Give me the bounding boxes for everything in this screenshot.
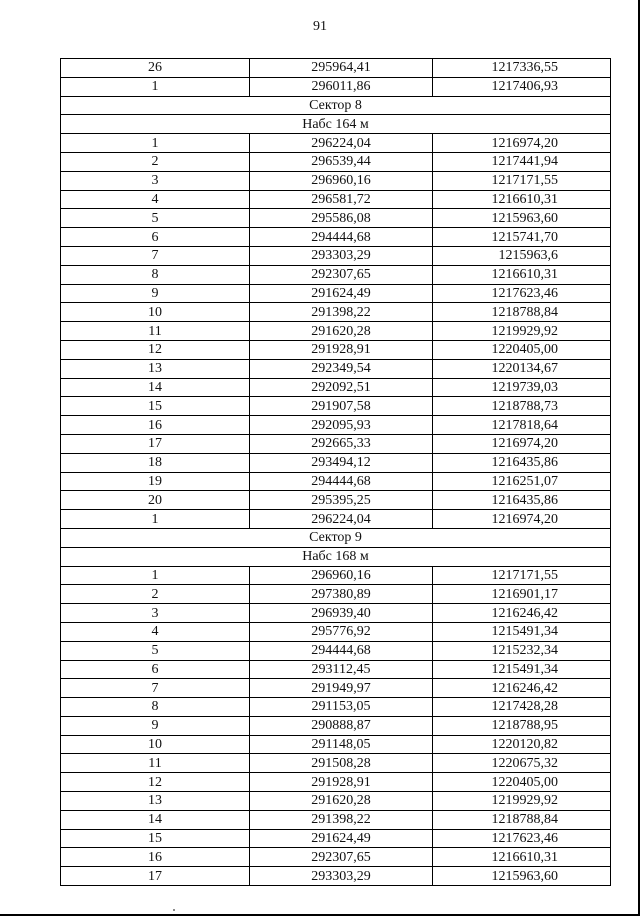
table-row bbox=[61, 566, 611, 585]
x-coordinate-cell: 291928,91 bbox=[250, 773, 433, 792]
y-coordinate-cell: 1217623,46 bbox=[433, 284, 611, 303]
x-coordinate-cell: 292665,33 bbox=[250, 434, 433, 453]
y-coordinate-cell: 1219929,92 bbox=[433, 792, 611, 811]
point-number-cell: 10 bbox=[61, 735, 250, 754]
y-coordinate-cell: 1220120,82 bbox=[433, 735, 611, 754]
y-coordinate-cell: 1216610,31 bbox=[433, 848, 611, 867]
table-row bbox=[61, 735, 611, 754]
table-row bbox=[61, 322, 611, 341]
y-coordinate-cell: 1217623,46 bbox=[433, 829, 611, 848]
table-row bbox=[61, 397, 611, 416]
x-coordinate-cell: 293494,12 bbox=[250, 453, 433, 472]
point-number-cell: 2 bbox=[61, 152, 250, 171]
point-number-cell: 14 bbox=[61, 378, 250, 397]
y-coordinate-cell: 1218788,84 bbox=[433, 810, 611, 829]
table-row bbox=[61, 604, 611, 623]
point-number-cell: 6 bbox=[61, 660, 250, 679]
x-coordinate-cell: 291907,58 bbox=[250, 397, 433, 416]
table-row bbox=[61, 660, 611, 679]
point-number-cell: 9 bbox=[61, 284, 250, 303]
table-row bbox=[61, 59, 611, 78]
table-row bbox=[61, 228, 611, 247]
point-number-cell: 20 bbox=[61, 491, 250, 510]
y-coordinate-cell: 1218788,73 bbox=[433, 397, 611, 416]
y-coordinate-cell: 1217171,55 bbox=[433, 566, 611, 585]
table-row bbox=[61, 134, 611, 153]
section-header: Набс 168 м bbox=[61, 547, 611, 566]
x-coordinate-cell: 296224,04 bbox=[250, 134, 433, 153]
y-coordinate-cell: 1217336,55 bbox=[433, 59, 611, 78]
section-header-row bbox=[61, 547, 611, 566]
x-coordinate-cell: 290888,87 bbox=[250, 716, 433, 735]
x-coordinate-cell: 291624,49 bbox=[250, 829, 433, 848]
x-coordinate-cell: 295776,92 bbox=[250, 622, 433, 641]
table-row bbox=[61, 303, 611, 322]
y-coordinate-cell: 1216901,17 bbox=[433, 585, 611, 604]
table-row bbox=[61, 340, 611, 359]
section-header: Сектор 8 bbox=[61, 96, 611, 115]
table-row bbox=[61, 679, 611, 698]
y-coordinate-cell: 1220675,32 bbox=[433, 754, 611, 773]
section-header-row bbox=[61, 115, 611, 134]
y-coordinate-cell: 1216251,07 bbox=[433, 472, 611, 491]
table-row bbox=[61, 848, 611, 867]
x-coordinate-cell: 291949,97 bbox=[250, 679, 433, 698]
y-coordinate-cell: 1216610,31 bbox=[433, 265, 611, 284]
point-number-cell: 12 bbox=[61, 340, 250, 359]
section-header: Сектор 9 bbox=[61, 528, 611, 547]
x-coordinate-cell: 296539,44 bbox=[250, 152, 433, 171]
y-coordinate-cell: 1220405,00 bbox=[433, 340, 611, 359]
table-row bbox=[61, 77, 611, 96]
coordinates-table-body bbox=[61, 59, 611, 886]
point-number-cell: 8 bbox=[61, 265, 250, 284]
y-coordinate-cell: 1217171,55 bbox=[433, 171, 611, 190]
y-coordinate-cell: 1220405,00 bbox=[433, 773, 611, 792]
table-row bbox=[61, 716, 611, 735]
table-row bbox=[61, 434, 611, 453]
x-coordinate-cell: 293303,29 bbox=[250, 867, 433, 886]
table-row bbox=[61, 265, 611, 284]
table-row bbox=[61, 867, 611, 886]
point-number-cell: 14 bbox=[61, 810, 250, 829]
point-number-cell: 5 bbox=[61, 641, 250, 660]
point-number-cell: 11 bbox=[61, 754, 250, 773]
table-row bbox=[61, 641, 611, 660]
point-number-cell: 3 bbox=[61, 171, 250, 190]
y-coordinate-cell: 1215963,6 bbox=[433, 246, 611, 265]
page-number: 91 bbox=[313, 19, 327, 34]
table-row bbox=[61, 152, 611, 171]
y-coordinate-cell: 1217406,93 bbox=[433, 77, 611, 96]
table-row bbox=[61, 754, 611, 773]
point-number-cell: 7 bbox=[61, 246, 250, 265]
y-coordinate-cell: 1216974,20 bbox=[433, 134, 611, 153]
x-coordinate-cell: 291153,05 bbox=[250, 698, 433, 717]
y-coordinate-cell: 1219929,92 bbox=[433, 322, 611, 341]
point-number-cell: 26 bbox=[61, 59, 250, 78]
x-coordinate-cell: 296224,04 bbox=[250, 510, 433, 529]
point-number-cell: 1 bbox=[61, 566, 250, 585]
x-coordinate-cell: 291148,05 bbox=[250, 735, 433, 754]
section-header: Набс 164 м bbox=[61, 115, 611, 134]
x-coordinate-cell: 293303,29 bbox=[250, 246, 433, 265]
table-row bbox=[61, 585, 611, 604]
x-coordinate-cell: 292307,65 bbox=[250, 265, 433, 284]
point-number-cell: 10 bbox=[61, 303, 250, 322]
x-coordinate-cell: 291624,49 bbox=[250, 284, 433, 303]
table-row bbox=[61, 359, 611, 378]
y-coordinate-cell: 1215741,70 bbox=[433, 228, 611, 247]
table-row bbox=[61, 510, 611, 529]
y-coordinate-cell: 1216246,42 bbox=[433, 679, 611, 698]
point-number-cell: 2 bbox=[61, 585, 250, 604]
y-coordinate-cell: 1215963,60 bbox=[433, 209, 611, 228]
x-coordinate-cell: 296960,16 bbox=[250, 566, 433, 585]
point-number-cell: 9 bbox=[61, 716, 250, 735]
table-row bbox=[61, 698, 611, 717]
section-header-row bbox=[61, 528, 611, 547]
table-row bbox=[61, 284, 611, 303]
y-coordinate-cell: 1216435,86 bbox=[433, 491, 611, 510]
point-number-cell: 16 bbox=[61, 848, 250, 867]
x-coordinate-cell: 295586,08 bbox=[250, 209, 433, 228]
point-number-cell: 18 bbox=[61, 453, 250, 472]
point-number-cell: 16 bbox=[61, 416, 250, 435]
y-coordinate-cell: 1218788,84 bbox=[433, 303, 611, 322]
x-coordinate-cell: 292095,93 bbox=[250, 416, 433, 435]
x-coordinate-cell: 296939,40 bbox=[250, 604, 433, 623]
x-coordinate-cell: 295395,25 bbox=[250, 491, 433, 510]
x-coordinate-cell: 293112,45 bbox=[250, 660, 433, 679]
scan-speck bbox=[173, 909, 175, 911]
y-coordinate-cell: 1215491,34 bbox=[433, 622, 611, 641]
table-row bbox=[61, 792, 611, 811]
table-row bbox=[61, 622, 611, 641]
x-coordinate-cell: 291398,22 bbox=[250, 303, 433, 322]
y-coordinate-cell: 1215963,60 bbox=[433, 867, 611, 886]
y-coordinate-cell: 1216974,20 bbox=[433, 434, 611, 453]
point-number-cell: 15 bbox=[61, 397, 250, 416]
y-coordinate-cell: 1218788,95 bbox=[433, 716, 611, 735]
point-number-cell: 1 bbox=[61, 510, 250, 529]
table-row bbox=[61, 209, 611, 228]
x-coordinate-cell: 292349,54 bbox=[250, 359, 433, 378]
point-number-cell: 13 bbox=[61, 359, 250, 378]
point-number-cell: 4 bbox=[61, 190, 250, 209]
x-coordinate-cell: 294444,68 bbox=[250, 228, 433, 247]
point-number-cell: 8 bbox=[61, 698, 250, 717]
point-number-cell: 13 bbox=[61, 792, 250, 811]
point-number-cell: 1 bbox=[61, 134, 250, 153]
x-coordinate-cell: 296960,16 bbox=[250, 171, 433, 190]
x-coordinate-cell: 297380,89 bbox=[250, 585, 433, 604]
point-number-cell: 12 bbox=[61, 773, 250, 792]
x-coordinate-cell: 291928,91 bbox=[250, 340, 433, 359]
point-number-cell: 7 bbox=[61, 679, 250, 698]
x-coordinate-cell: 295964,41 bbox=[250, 59, 433, 78]
point-number-cell: 4 bbox=[61, 622, 250, 641]
y-coordinate-cell: 1217441,94 bbox=[433, 152, 611, 171]
point-number-cell: 17 bbox=[61, 434, 250, 453]
x-coordinate-cell: 291620,28 bbox=[250, 792, 433, 811]
point-number-cell: 1 bbox=[61, 77, 250, 96]
table-row bbox=[61, 453, 611, 472]
y-coordinate-cell: 1219739,03 bbox=[433, 378, 611, 397]
table-row bbox=[61, 829, 611, 848]
y-coordinate-cell: 1216974,20 bbox=[433, 510, 611, 529]
x-coordinate-cell: 296581,72 bbox=[250, 190, 433, 209]
table-row bbox=[61, 416, 611, 435]
table-row bbox=[61, 190, 611, 209]
section-header-row bbox=[61, 96, 611, 115]
point-number-cell: 19 bbox=[61, 472, 250, 491]
y-coordinate-cell: 1216610,31 bbox=[433, 190, 611, 209]
point-number-cell: 5 bbox=[61, 209, 250, 228]
coordinates-table bbox=[60, 58, 611, 886]
y-coordinate-cell: 1215232,34 bbox=[433, 641, 611, 660]
table-row bbox=[61, 773, 611, 792]
y-coordinate-cell: 1215491,34 bbox=[433, 660, 611, 679]
table-row bbox=[61, 472, 611, 491]
x-coordinate-cell: 296011,86 bbox=[250, 77, 433, 96]
table-row bbox=[61, 491, 611, 510]
table-row bbox=[61, 810, 611, 829]
x-coordinate-cell: 292092,51 bbox=[250, 378, 433, 397]
x-coordinate-cell: 291620,28 bbox=[250, 322, 433, 341]
table-row bbox=[61, 246, 611, 265]
y-coordinate-cell: 1216246,42 bbox=[433, 604, 611, 623]
y-coordinate-cell: 1217818,64 bbox=[433, 416, 611, 435]
point-number-cell: 11 bbox=[61, 322, 250, 341]
y-coordinate-cell: 1216435,86 bbox=[433, 453, 611, 472]
table-row bbox=[61, 171, 611, 190]
x-coordinate-cell: 294444,68 bbox=[250, 641, 433, 660]
y-coordinate-cell: 1220134,67 bbox=[433, 359, 611, 378]
table-row bbox=[61, 378, 611, 397]
x-coordinate-cell: 292307,65 bbox=[250, 848, 433, 867]
x-coordinate-cell: 291508,28 bbox=[250, 754, 433, 773]
point-number-cell: 6 bbox=[61, 228, 250, 247]
point-number-cell: 3 bbox=[61, 604, 250, 623]
x-coordinate-cell: 291398,22 bbox=[250, 810, 433, 829]
y-coordinate-cell: 1217428,28 bbox=[433, 698, 611, 717]
point-number-cell: 15 bbox=[61, 829, 250, 848]
point-number-cell: 17 bbox=[61, 867, 250, 886]
x-coordinate-cell: 294444,68 bbox=[250, 472, 433, 491]
